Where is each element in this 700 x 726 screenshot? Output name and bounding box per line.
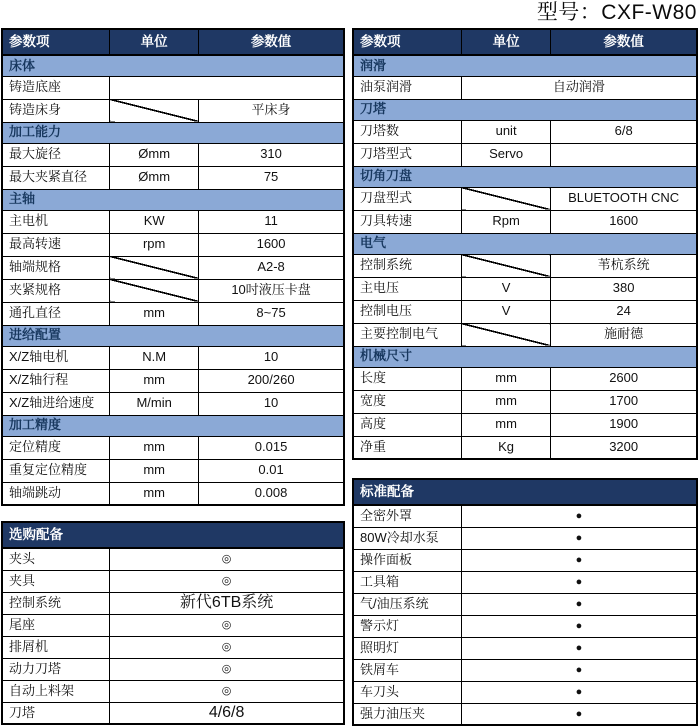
table-title-row [353,479,697,505]
param-value: 8~75 [199,302,344,325]
equipment-marker: ● [461,527,697,549]
spec-row [2,702,344,724]
param-label: 尾座 [2,614,110,636]
column-header: 参数项 [2,29,110,55]
param-unit: KW [110,210,199,233]
param-label: 高度 [353,413,461,436]
param-label: 工具箱 [353,571,461,593]
diagonal-slash-cell [110,99,199,122]
section-row [353,99,697,120]
right-main-spec-table [352,28,698,460]
param-label: 80W冷却水泵 [353,527,461,549]
section-header: 加工精度 [2,415,344,436]
param-value: 10 [199,346,344,369]
param-value: 11 [199,210,344,233]
param-unit: Kg [461,436,550,459]
diagonal-slash-cell [110,279,199,302]
spec-row [2,436,344,459]
table-title-row [2,522,344,548]
spec-row [2,548,344,570]
param-value: 施耐德 [551,323,697,346]
column-header: 参数项 [353,29,461,55]
left-main-spec-table [1,28,345,506]
param-label: 最大夹紧直径 [2,166,110,189]
diagonal-slash-cell [461,323,550,346]
param-value: BLUETOOTH CNC [551,187,697,210]
diagonal-slash-cell [461,187,550,210]
table-title: 选购配备 [2,522,344,548]
param-value: 24 [551,300,697,323]
equipment-marker: ● [461,659,697,681]
param-label: 控制系统 [353,254,461,277]
spec-row [353,637,697,659]
param-label: 动力刀塔 [2,658,110,680]
param-value: 200/260 [199,369,344,392]
section-header: 电气 [353,233,697,254]
param-label: 铁屑车 [353,659,461,681]
param-unit: mm [110,369,199,392]
spec-row [353,143,697,166]
param-label: 气/油压系统 [353,593,461,615]
param-value: 平床身 [199,99,344,122]
optional-equipment-table [1,521,345,725]
param-label: 主电机 [2,210,110,233]
spec-row [2,636,344,658]
param-label: 轴端规格 [2,256,110,279]
section-row [2,189,344,210]
param-label: 车刀头 [353,681,461,703]
param-value: 10 [199,392,344,415]
section-row [2,325,344,346]
param-value: 2600 [551,367,697,390]
param-value: 1600 [199,233,344,256]
section-header: 主轴 [2,189,344,210]
column-header: 参数值 [199,29,344,55]
param-unit: mm [110,459,199,482]
spec-row [2,570,344,592]
spec-row [2,658,344,680]
equipment-marker: ◎ [110,636,344,658]
equipment-marker: ● [461,571,697,593]
section-row [353,346,697,367]
param-label: X/Z轴电机 [2,346,110,369]
spec-row [2,680,344,702]
spec-row [353,615,697,637]
param-label: 主电压 [353,277,461,300]
param-value: 3200 [551,436,697,459]
param-label: 照明灯 [353,637,461,659]
equipment-marker: ◎ [110,548,344,570]
param-value [551,143,697,166]
spec-row [353,210,697,233]
param-label: 强力油压夹 [353,703,461,725]
column-header: 单位 [110,29,199,55]
spec-row [353,527,697,549]
param-unit: Ømm [110,166,199,189]
param-label: 排屑机 [2,636,110,658]
section-row [2,415,344,436]
param-unit: mm [461,413,550,436]
equipment-marker: ◎ [110,570,344,592]
param-value: 6/8 [551,120,697,143]
section-header: 机械尺寸 [353,346,697,367]
param-label: 铸造床身 [2,99,110,122]
param-value-merged: 4/6/8 [110,702,344,724]
param-label: 最高转速 [2,233,110,256]
param-value: 0.008 [199,482,344,505]
spec-row [2,256,344,279]
param-label: 控制系统 [2,592,110,614]
param-label: 警示灯 [353,615,461,637]
param-value: 1900 [551,413,697,436]
spec-row [2,210,344,233]
param-unit: Ømm [110,143,199,166]
section-row [2,122,344,143]
section-header: 加工能力 [2,122,344,143]
spec-row [353,187,697,210]
standard-equipment-table [352,478,698,726]
param-unit: mm [461,367,550,390]
param-label: 夹头 [2,548,110,570]
column-header-row [2,29,344,55]
spec-row [2,369,344,392]
param-label: 长度 [353,367,461,390]
param-value: 75 [199,166,344,189]
param-label: 最大旋径 [2,143,110,166]
param-value: 1600 [551,210,697,233]
spec-row [2,76,344,99]
spec-row [2,143,344,166]
param-unit: mm [110,482,199,505]
param-label: 控制电压 [353,300,461,323]
section-header: 进给配置 [2,325,344,346]
spec-row [353,681,697,703]
spec-row [353,413,697,436]
column-header: 单位 [461,29,550,55]
param-label: 重复定位精度 [2,459,110,482]
spec-row [353,571,697,593]
param-value: 苇杭系统 [551,254,697,277]
spec-row [353,367,697,390]
param-unit: Rpm [461,210,550,233]
param-label: 通孔直径 [2,302,110,325]
equipment-marker: ◎ [110,614,344,636]
spec-row [2,392,344,415]
table-title: 标准配备 [353,479,697,505]
param-value: 310 [199,143,344,166]
param-unit: N.M [110,346,199,369]
spec-row [353,703,697,725]
param-label: 定位精度 [2,436,110,459]
right-column [352,28,698,726]
equipment-marker: ◎ [110,658,344,680]
param-value-merged [110,76,344,99]
spec-row [353,436,697,459]
diagonal-slash-cell [110,256,199,279]
spec-row [2,459,344,482]
column-header: 参数值 [551,29,697,55]
param-label: 夹紧规格 [2,279,110,302]
param-label: 刀塔 [2,702,110,724]
spec-row [2,482,344,505]
spec-row [2,346,344,369]
equipment-marker: ● [461,593,697,615]
spec-row [353,277,697,300]
param-value: 0.01 [199,459,344,482]
section-header: 润滑 [353,55,697,76]
param-label: 主要控制电气 [353,323,461,346]
spec-row [2,279,344,302]
section-row [353,55,697,76]
spec-row [353,549,697,571]
param-label: X/Z轴进给速度 [2,392,110,415]
param-unit: M/min [110,392,199,415]
column-header-row [353,29,697,55]
param-label: 宽度 [353,390,461,413]
param-label: 轴端跳动 [2,482,110,505]
equipment-marker: ● [461,681,697,703]
param-label: 操作面板 [353,549,461,571]
param-label: 刀盘型式 [353,187,461,210]
param-label: X/Z轴行程 [2,369,110,392]
param-label: 自动上料架 [2,680,110,702]
spec-row [353,323,697,346]
param-unit: Servo [461,143,550,166]
param-unit: unit [461,120,550,143]
param-label: 刀具转速 [353,210,461,233]
param-value: 0.015 [199,436,344,459]
param-label: 全密外罩 [353,505,461,527]
param-unit: mm [110,302,199,325]
param-value: 380 [551,277,697,300]
param-label: 刀塔型式 [353,143,461,166]
param-unit: rpm [110,233,199,256]
model-title: 型号：CXF-W80 [536,1,697,24]
param-value: 1700 [551,390,697,413]
diagonal-slash-cell [461,254,550,277]
param-value: A2-8 [199,256,344,279]
section-row [353,233,697,254]
param-value-merged: 新代6TB系统 [110,592,344,614]
param-unit: mm [110,436,199,459]
equipment-marker: ● [461,505,697,527]
section-header: 床体 [2,55,344,76]
section-row [353,166,697,187]
section-header: 切角刀盘 [353,166,697,187]
spec-row [2,592,344,614]
section-header: 刀塔 [353,99,697,120]
equipment-marker: ● [461,549,697,571]
param-label: 刀塔数 [353,120,461,143]
spec-row [353,659,697,681]
spec-row [2,614,344,636]
spec-row [353,300,697,323]
left-column [1,28,345,726]
equipment-marker: ● [461,615,697,637]
spec-row [353,390,697,413]
spec-row [353,120,697,143]
equipment-marker: ● [461,637,697,659]
param-unit: V [461,277,550,300]
spec-row [2,99,344,122]
param-label: 铸造底座 [2,76,110,99]
param-label: 油泵润滑 [353,76,461,99]
param-value-merged: 自动润滑 [461,76,697,99]
spec-row [353,76,697,99]
section-row [2,55,344,76]
spec-row [353,505,697,527]
spec-row [2,233,344,256]
spec-row [2,166,344,189]
param-label: 净重 [353,436,461,459]
param-unit: mm [461,390,550,413]
spec-row [2,302,344,325]
equipment-marker: ◎ [110,680,344,702]
spec-row [353,593,697,615]
param-unit: V [461,300,550,323]
equipment-marker: ● [461,703,697,725]
param-label: 夹具 [2,570,110,592]
spec-row [353,254,697,277]
param-value: 10吋液压卡盘 [199,279,344,302]
